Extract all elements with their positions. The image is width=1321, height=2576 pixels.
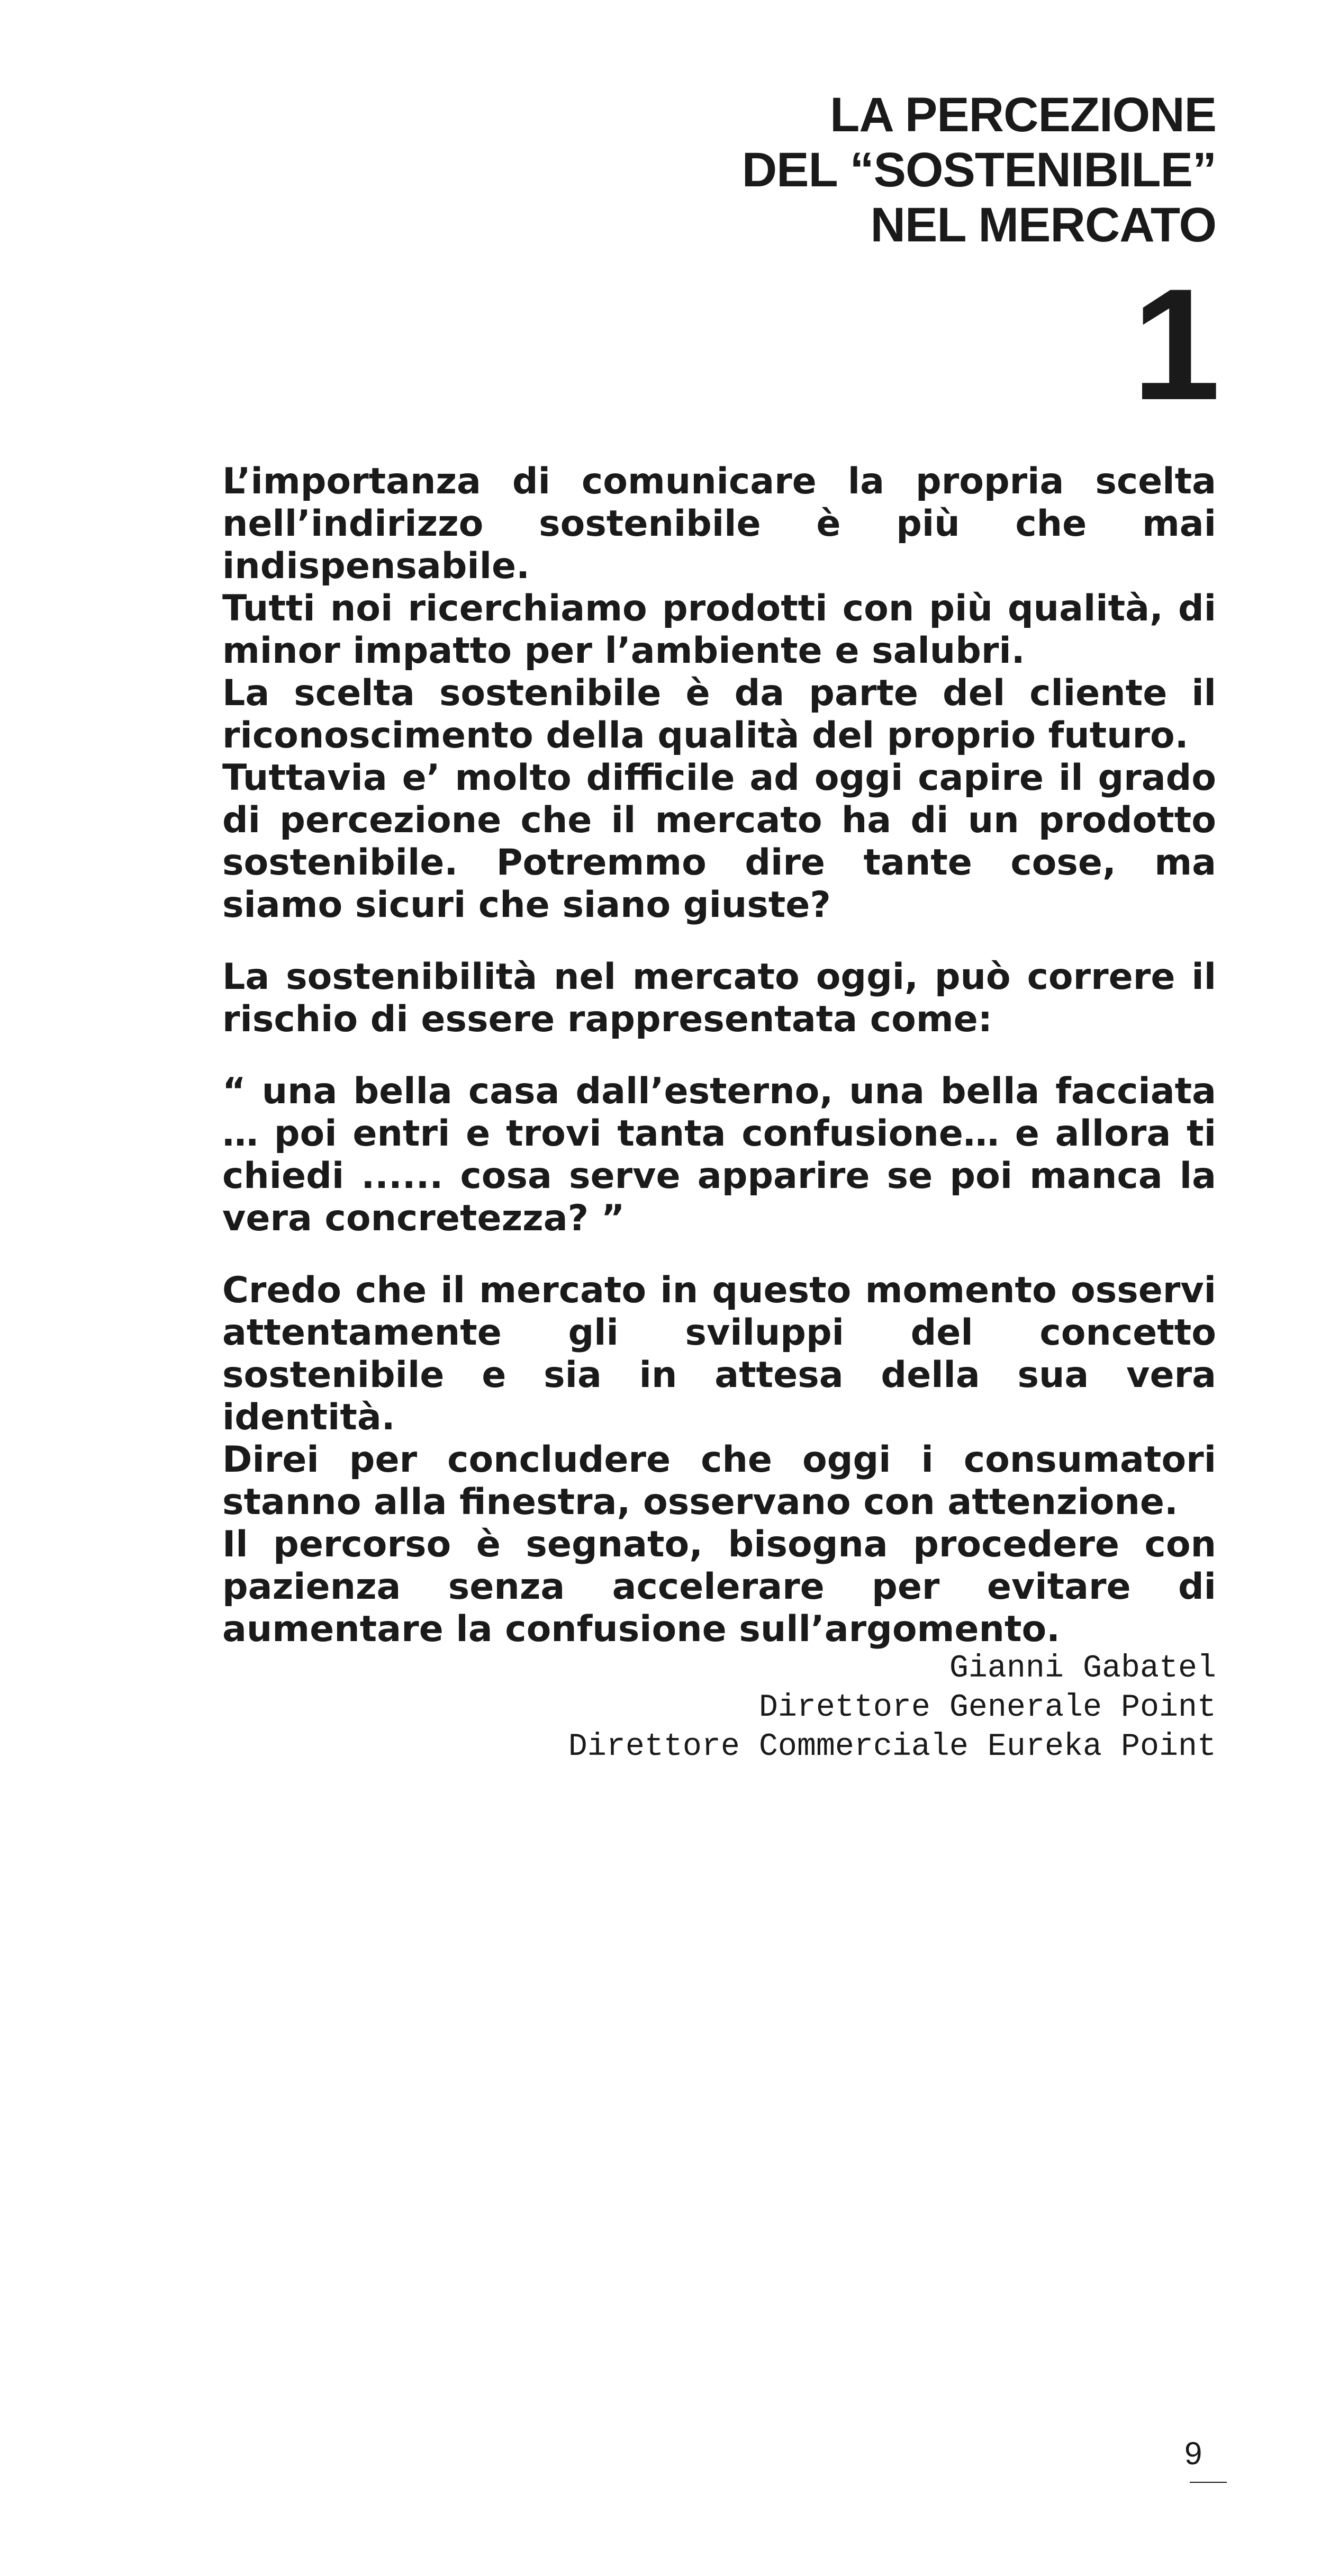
author-signature: [568, 1649, 1216, 1767]
article-body: [222, 461, 1216, 1651]
paragraph: Tutti noi ricerchiamo prodotti con più qualità, di minor impatto per l’ambiente e salubri.: [222, 588, 1216, 672]
chapter-title-line-3: NEL MERCATO: [870, 198, 1216, 252]
paragraph: Tuttavia e’ molto difficile ad oggi capire il grado di percezione che il mercato ha di un prodotto sostenibile. Potremmo dire tante cose, ma siamo sicuri che siano giuste?: [222, 757, 1216, 926]
chapter-number: 1: [1132, 255, 1220, 433]
paragraph: La scelta sostenibile è da parte del cliente il riconoscimento della qualità del proprio futuro.: [222, 672, 1216, 756]
paragraph: La sostenibilità nel mercato oggi, può correre il rischio di essere rappresentata come:: [222, 956, 1216, 1040]
chapter-title-line-1: LA PERCEZIONE: [830, 88, 1216, 142]
author-role: Direttore Generale Point: [758, 1690, 1216, 1726]
paragraph: Il percorso è segnato, bisogna procedere con pazienza senza accelerare per evitare di aumentare la confusione sull’argomento.: [222, 1524, 1216, 1650]
author-role: Direttore Commerciale Eureka Point: [568, 1729, 1216, 1765]
author-name: Gianni Gabatel: [949, 1651, 1216, 1687]
paragraph: Direi per concludere che oggi i consumatori stanno alla finestra, osservano con attenzione.: [222, 1439, 1216, 1523]
page-number-underline: [1190, 2482, 1227, 2483]
chapter-title: [742, 87, 1216, 253]
chapter-title-line-2: DEL “SOSTENIBILE”: [741, 143, 1216, 197]
quote-paragraph: “ una bella casa dall’esterno, una bella facciata … poi entri e trovi tanta confusione… e allora ti chiedi ...... cosa serve apparire se poi manca la vera concretezza? ”: [222, 1070, 1216, 1239]
paragraph: Credo che il mercato in questo momento osservi attentamente gli sviluppi del concetto sostenibile e sia in attesa della sua vera identità.: [222, 1269, 1216, 1438]
page-number: 9: [1184, 2436, 1202, 2471]
paragraph: L’importanza di comunicare la propria scelta nell’indirizzo sostenibile è più che mai indispensabile.: [222, 461, 1216, 587]
